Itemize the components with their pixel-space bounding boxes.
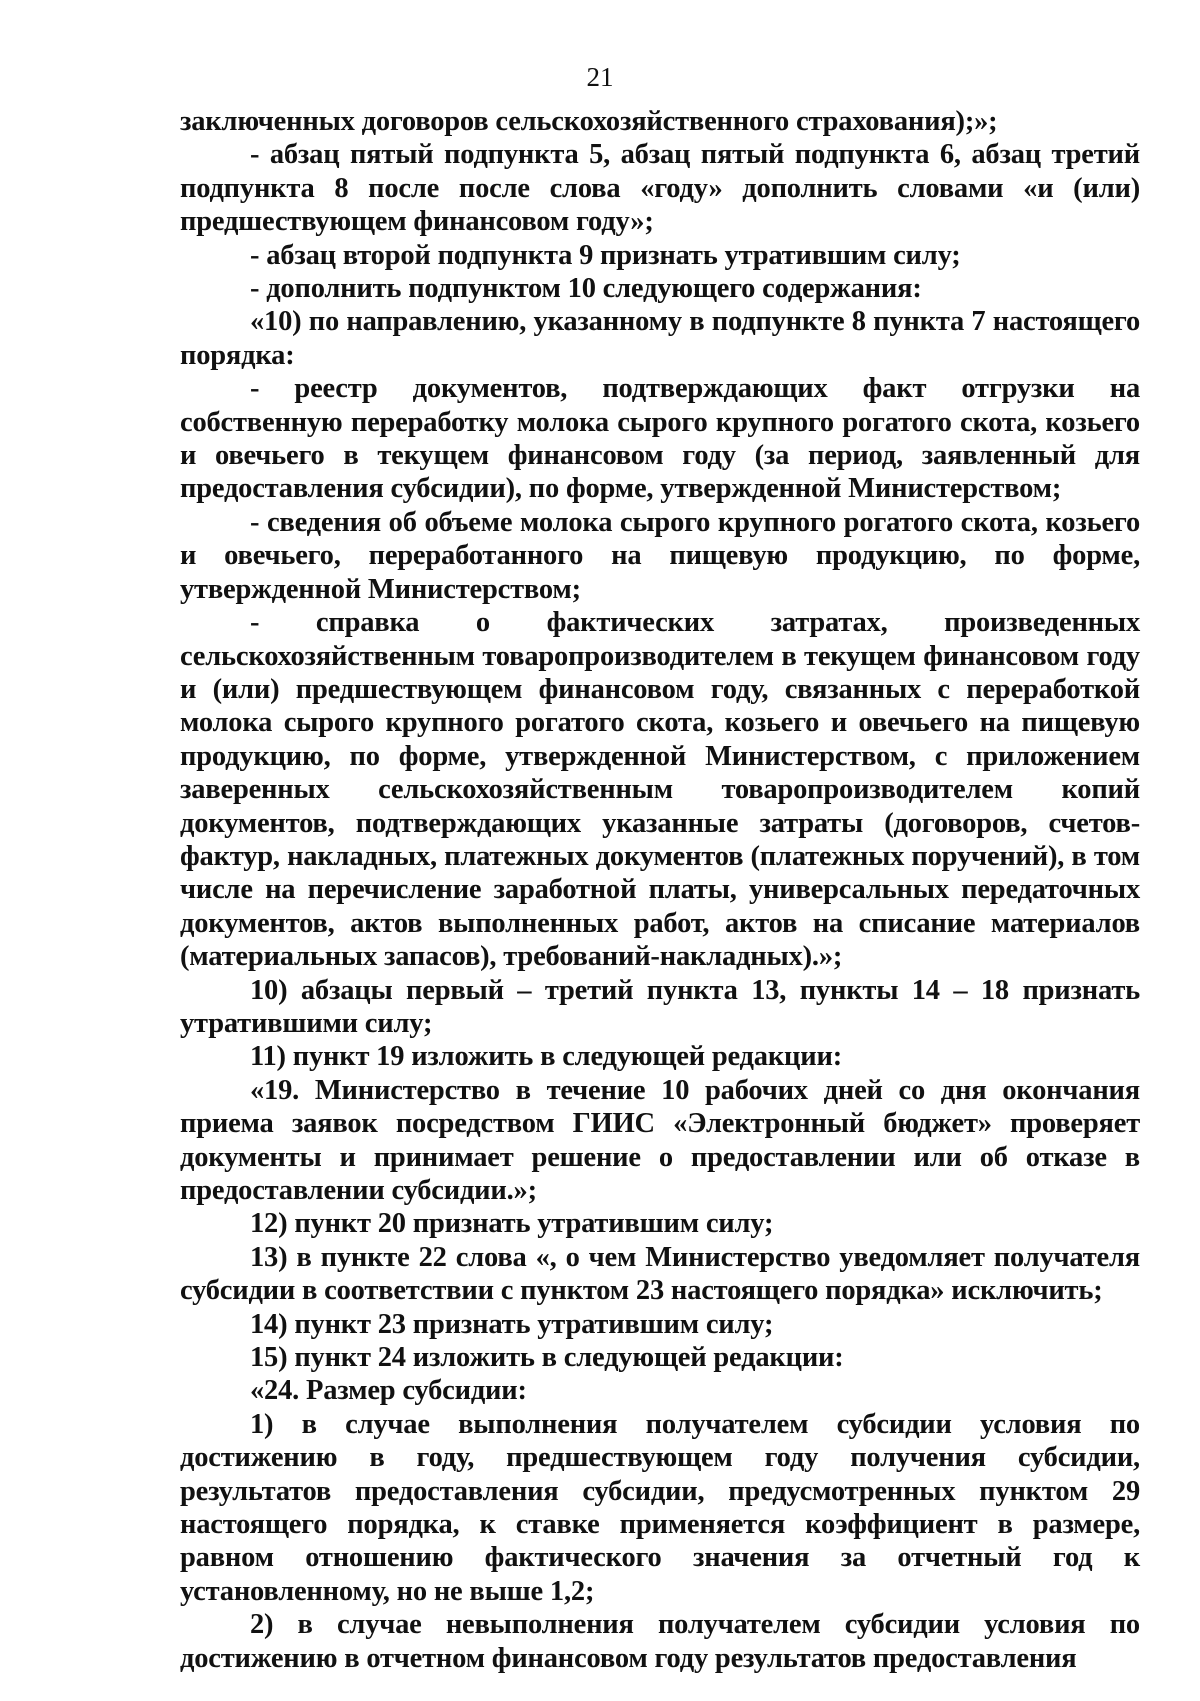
paragraph: «10) по направлению, указанному в подпункте 8 пункта 7 настоящего порядка: xyxy=(180,306,1140,371)
paragraph: 10) абзацы первый – третий пункта 13, пункты 14 – 18 признать утратившими силу; xyxy=(180,974,1140,1039)
paragraph: 15) пункт 24 изложить в следующей редакции: xyxy=(250,1342,844,1374)
paragraph: - справка о фактических затратах, произведенных сельскохозяйственным товаропроизводителем в текущем финансовом году и (или) предшествующем финансовом году, связанных с переработкой молока сырого крупного рогатого скота, козьего и овечьего на пищевую продукцию, по форме, утвержденной Министерством, с приложением заверенных сельскохозяйственным товаропроизводителем копий документов, подтверждающих указанные затраты (договоров, счетов-фактур, накладных, платежных документов (платежных поручений), в том числе на перечисление заработной платы, универсальных передаточных документов, актов выполненных работ, актов на списание материалов (материальных запасов), требований-накладных).»; xyxy=(180,607,1140,973)
paragraph: - абзац второй подпункта 9 признать утратившим силу; xyxy=(250,239,961,271)
paragraph: - реестр документов, подтверждающих факт отгрузки на собственную переработку молока сырого крупного рогатого скота, козьего и овечьего в текущем финансовом году (за период, заявленный для предоставления субсидии), по форме, утвержденной Министерством; xyxy=(180,373,1140,505)
paragraph: 1) в случае выполнения получателем субсидии условия по достижению в году, предшествующем году получения субсидии, результатов предоставления субсидии, предусмотренных пунктом 29 настоящего порядка, к ставке применяется коэффициент в размере, равном отношению фактического значения за отчетный год к установленному, но не выше 1,2; xyxy=(180,1408,1140,1607)
paragraph: 11) пункт 19 изложить в следующей редакции: xyxy=(250,1041,842,1073)
paragraph: 14) пункт 23 признать утратившим силу; xyxy=(250,1308,774,1340)
paragraph: - дополнить подпунктом 10 следующего содержания: xyxy=(250,273,922,305)
paragraph: 2) в случае невыполнения получателем субсидии условия по достижению в отчетном финансовом году результатов предоставления xyxy=(180,1609,1140,1674)
paragraph: 12) пункт 20 признать утратившим силу; xyxy=(250,1208,774,1240)
paragraph: «24. Размер субсидии: xyxy=(250,1375,527,1407)
page-number: 21 xyxy=(586,62,614,92)
paragraph: «19. Министерство в течение 10 рабочих дней со дня окончания приема заявок посредством ГИИС «Электронный бюджет» проверяет документы и принимает решение о предоставлении или об отказе в предоставлении субсидии.»; xyxy=(180,1074,1140,1206)
document-body xyxy=(180,105,1140,1675)
paragraph: заключенных договоров сельскохозяйственного страхования);»; xyxy=(180,106,998,137)
paragraph: 13) в пункте 22 слова «, о чем Министерство уведомляет получателя субсидии в соответствии с пунктом 23 настоящего порядка» исключить; xyxy=(180,1241,1140,1307)
paragraph: - абзац пятый подпункта 5, абзац пятый подпункта 6, абзац третий подпункта 8 после после слова «году» дополнить словами «и (или) предшествующем финансовом году»; xyxy=(180,139,1140,238)
paragraph: - сведения об объеме молока сырого крупного рогатого скота, козьего и овечьего, переработанного на пищевую продукцию, по форме, утвержденной Министерством; xyxy=(180,506,1140,605)
